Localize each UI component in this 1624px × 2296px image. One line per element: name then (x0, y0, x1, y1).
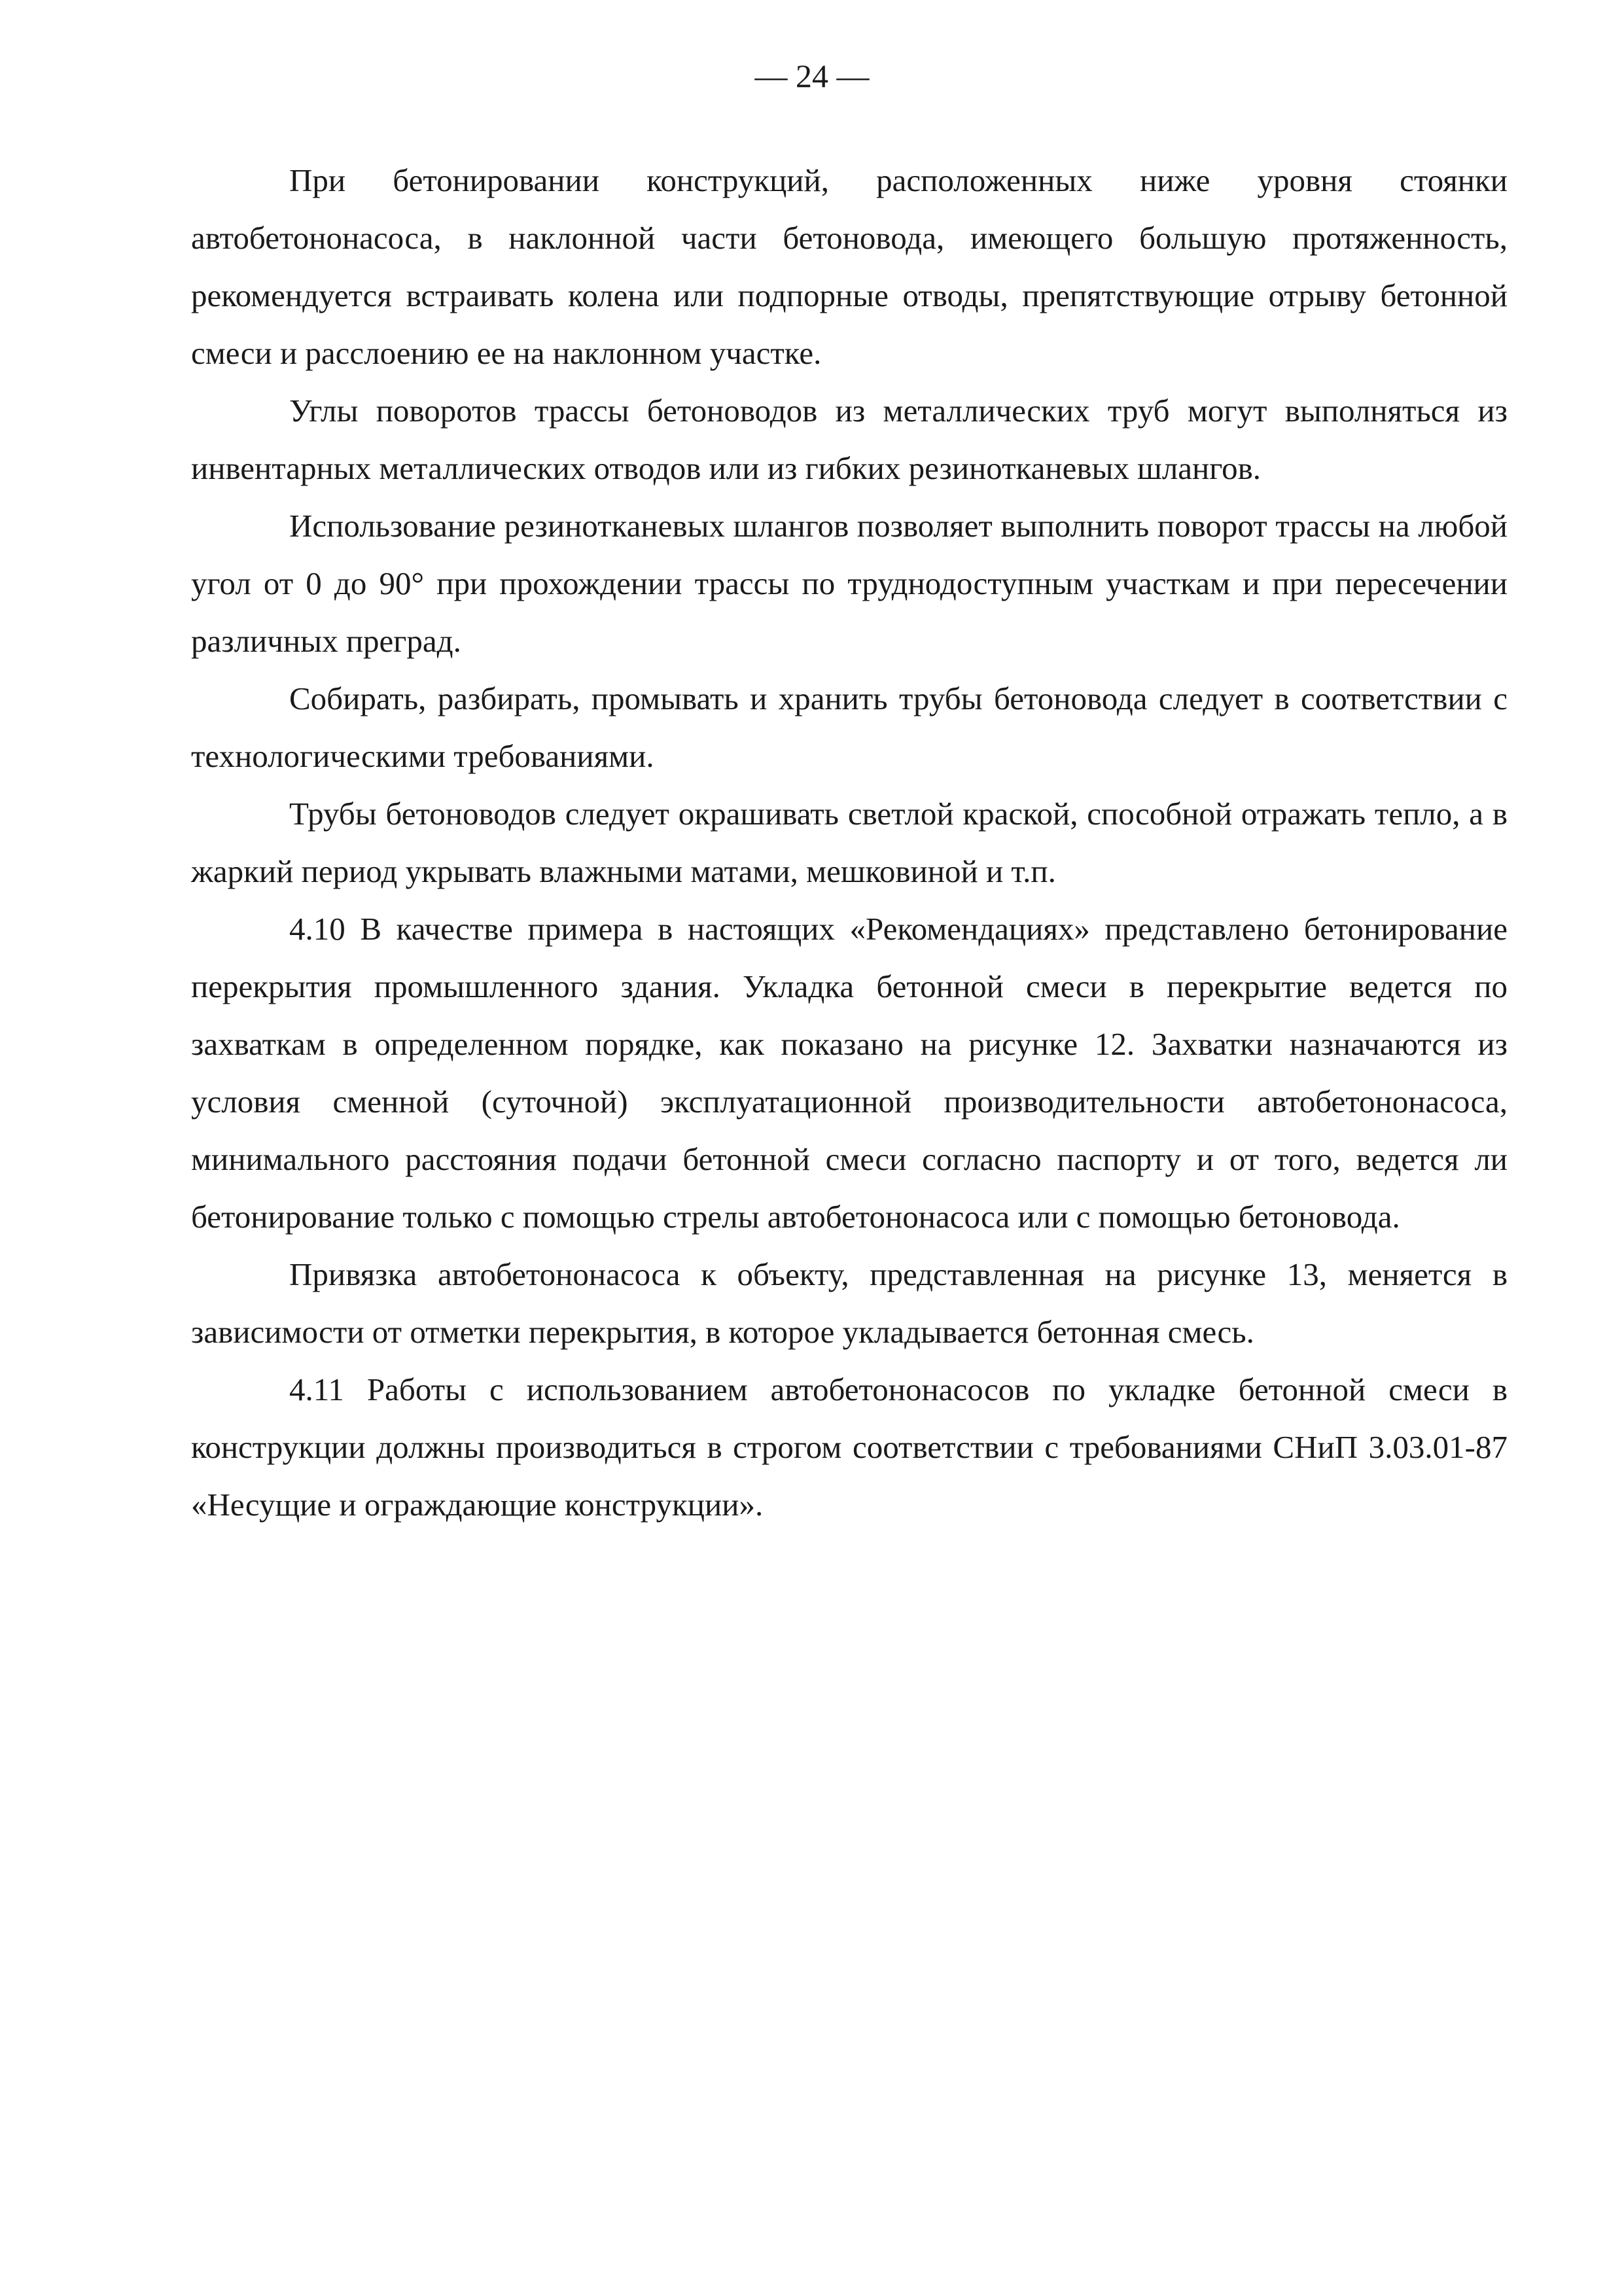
paragraph-pipe-painting: Трубы бетоноводов следует окрашивать светлой краской, способной отражать тепло, а в жаркий период укрывать влажными матами, мешковиной и т.п. (191, 796, 1508, 889)
document-body (191, 152, 1508, 1534)
paragraph-concreting-below-pump: При бетонировании конструкций, расположенных ниже уровня стоянки автобетононасоса, в наклонной части бетоновода, имеющего большую протяженность, рекомендуется встраивать колена или подпорные отводы, препятствующие отрыву бетонной смеси и расслоению ее на наклонном участке. (191, 162, 1508, 371)
paragraph-pipe-handling: Собирать, разбирать, промывать и хранить трубы бетоновода следует в соответствии с технологическими требованиями. (191, 680, 1508, 774)
paragraph-turn-angles: Углы поворотов трассы бетоноводов из металлических труб могут выполняться из инвентарных металлических отводов или из гибких резинотканевых шлангов. (191, 393, 1508, 486)
page-number: — 24 — (754, 58, 870, 94)
paragraph-pump-positioning: Привязка автобетононасоса к объекту, представленная на рисунке 13, меняется в зависимости от отметки перекрытия, в которое укладывается бетонная смесь. (191, 1256, 1508, 1350)
paragraph-section-4-10: 4.10 В качестве примера в настоящих «Рекомендациях» представлено бетонирование перекрытия промышленного здания. Укладка бетонной смеси в перекрытие ведется по захваткам в определенном порядке, как показано на рисунке 12. Захватки назначаются из условия сменной (суточной) эксплуатационной производительности автобетононасоса, минимального расстояния подачи бетонной смеси согласно паспорту и от того, ведется ли бетонирование только с помощью стрелы автобетононасоса или с помощью бетоновода. (191, 911, 1508, 1235)
paragraph-rubber-hoses: Использование резинотканевых шлангов позволяет выполнить поворот трассы на любой угол от 0 до 90° при прохождении трассы по труднодоступным участкам и при пересечении различных преград. (191, 508, 1508, 659)
paragraph-section-4-11: 4.11 Работы с использованием автобетононасосов по укладке бетонной смеси в конструкции должны производиться в строгом соответствии с требованиями СНиП 3.03.01-87 «Несущие и ограждающие конструкции». (191, 1371, 1508, 1523)
